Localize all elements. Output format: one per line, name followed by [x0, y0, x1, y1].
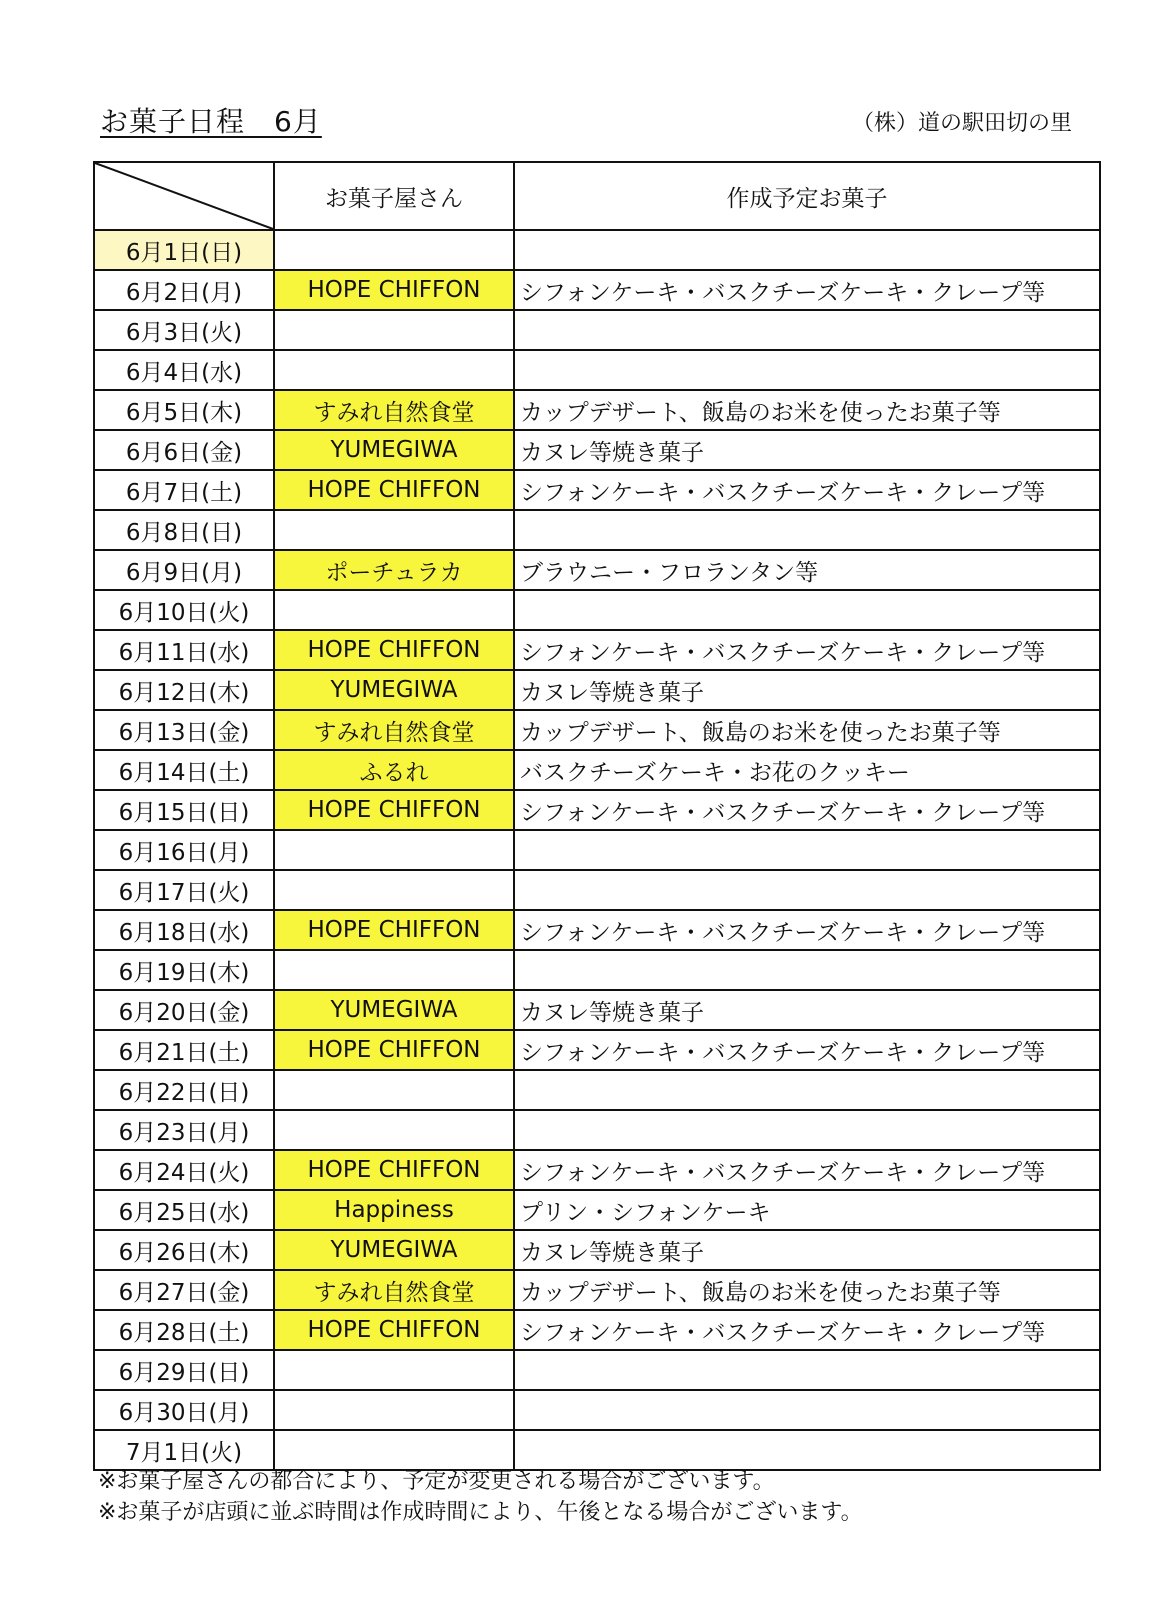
date-cell: 6月27日(金)	[94, 1270, 274, 1310]
shop-cell	[274, 310, 514, 350]
sweets-cell: カヌレ等焼き菓子	[514, 670, 1100, 710]
table-row	[94, 910, 1100, 950]
date-cell: 6月22日(日)	[94, 1070, 274, 1110]
shop-cell: HOPE CHIFFON	[274, 790, 514, 830]
table-row	[94, 510, 1100, 550]
shop-cell: Happiness	[274, 1190, 514, 1230]
column-header-sweets: 作成予定お菓子	[514, 162, 1100, 230]
sweets-cell	[514, 1070, 1100, 1110]
shop-cell	[274, 1070, 514, 1110]
shop-cell	[274, 1110, 514, 1150]
shop-cell: HOPE CHIFFON	[274, 1310, 514, 1350]
sweets-cell	[514, 1350, 1100, 1390]
sweets-cell: バスクチーズケーキ・お花のクッキー	[514, 750, 1100, 790]
shop-cell	[274, 870, 514, 910]
sweets-cell	[514, 510, 1100, 550]
date-cell: 6月21日(土)	[94, 1030, 274, 1070]
shop-cell: YUMEGIWA	[274, 670, 514, 710]
shop-cell: YUMEGIWA	[274, 990, 514, 1030]
date-cell: 6月10日(火)	[94, 590, 274, 630]
table-row	[94, 350, 1100, 390]
sweets-cell: シフォンケーキ・バスクチーズケーキ・クレープ等	[514, 1310, 1100, 1350]
date-cell: 6月13日(金)	[94, 710, 274, 750]
shop-cell	[274, 950, 514, 990]
sweets-cell: シフォンケーキ・バスクチーズケーキ・クレープ等	[514, 790, 1100, 830]
date-cell: 6月20日(金)	[94, 990, 274, 1030]
date-cell: 6月4日(水)	[94, 350, 274, 390]
shop-cell: HOPE CHIFFON	[274, 630, 514, 670]
date-cell: 6月24日(火)	[94, 1150, 274, 1190]
shop-cell: すみれ自然食堂	[274, 710, 514, 750]
table-header-row	[94, 162, 1100, 230]
sweets-cell: シフォンケーキ・バスクチーズケーキ・クレープ等	[514, 270, 1100, 310]
sweets-cell: シフォンケーキ・バスクチーズケーキ・クレープ等	[514, 1150, 1100, 1190]
date-cell: 6月14日(土)	[94, 750, 274, 790]
date-cell: 6月1日(日)	[94, 230, 274, 270]
date-cell: 6月18日(水)	[94, 910, 274, 950]
sweets-schedule-table	[93, 161, 1101, 1471]
table-row	[94, 1390, 1100, 1430]
date-cell: 6月17日(火)	[94, 870, 274, 910]
table-row	[94, 1030, 1100, 1070]
date-cell: 6月8日(日)	[94, 510, 274, 550]
date-cell: 6月29日(日)	[94, 1350, 274, 1390]
sweets-cell: カップデザート、飯島のお米を使ったお菓子等	[514, 390, 1100, 430]
table-row	[94, 830, 1100, 870]
sweets-cell	[514, 950, 1100, 990]
table-row	[94, 430, 1100, 470]
table-row	[94, 1270, 1100, 1310]
table-row	[94, 990, 1100, 1030]
table-row	[94, 1190, 1100, 1230]
shop-cell: すみれ自然食堂	[274, 390, 514, 430]
table-row	[94, 670, 1100, 710]
sweets-cell: プリン・シフォンケーキ	[514, 1190, 1100, 1230]
table-row	[94, 230, 1100, 270]
table-row	[94, 790, 1100, 830]
sweets-cell: シフォンケーキ・バスクチーズケーキ・クレープ等	[514, 1030, 1100, 1070]
sweets-cell	[514, 590, 1100, 630]
table-row	[94, 950, 1100, 990]
table-row	[94, 1350, 1100, 1390]
sweets-cell	[514, 1110, 1100, 1150]
date-cell: 6月6日(金)	[94, 430, 274, 470]
shop-cell	[274, 1430, 514, 1470]
date-cell: 6月19日(木)	[94, 950, 274, 990]
table-row	[94, 1070, 1100, 1110]
shop-cell	[274, 830, 514, 870]
date-cell: 6月2日(月)	[94, 270, 274, 310]
table-row	[94, 710, 1100, 750]
shop-cell	[274, 590, 514, 630]
shop-cell	[274, 230, 514, 270]
date-cell: 6月5日(木)	[94, 390, 274, 430]
shop-cell: HOPE CHIFFON	[274, 910, 514, 950]
table-row	[94, 270, 1100, 310]
shop-cell	[274, 510, 514, 550]
shop-cell: YUMEGIWA	[274, 430, 514, 470]
table-row	[94, 630, 1100, 670]
date-cell: 6月28日(土)	[94, 1310, 274, 1350]
shop-cell	[274, 1390, 514, 1430]
company-name: （株）道の駅田切の里	[851, 111, 1072, 136]
sweets-cell: シフォンケーキ・バスクチーズケーキ・クレープ等	[514, 470, 1100, 510]
date-cell: 6月12日(木)	[94, 670, 274, 710]
table-row	[94, 1310, 1100, 1350]
table-row	[94, 390, 1100, 430]
shop-cell: すみれ自然食堂	[274, 1270, 514, 1310]
sweets-cell	[514, 310, 1100, 350]
sweets-cell	[514, 1390, 1100, 1430]
date-cell: 6月26日(木)	[94, 1230, 274, 1270]
date-cell: 6月23日(月)	[94, 1110, 274, 1150]
sweets-cell: シフォンケーキ・バスクチーズケーキ・クレープ等	[514, 630, 1100, 670]
sweets-cell: カップデザート、飯島のお米を使ったお菓子等	[514, 710, 1100, 750]
date-cell: 6月11日(水)	[94, 630, 274, 670]
table-row	[94, 1110, 1100, 1150]
sweets-cell	[514, 1430, 1100, 1470]
shop-cell	[274, 350, 514, 390]
sweets-cell	[514, 350, 1100, 390]
shop-cell: HOPE CHIFFON	[274, 1150, 514, 1190]
table-row	[94, 590, 1100, 630]
table-body	[94, 230, 1100, 1470]
page-title: お菓子日程 6月	[100, 105, 322, 138]
date-cell: 6月9日(月)	[94, 550, 274, 590]
shop-cell	[274, 1350, 514, 1390]
shop-cell: HOPE CHIFFON	[274, 270, 514, 310]
table-row	[94, 1230, 1100, 1270]
date-cell: 6月3日(火)	[94, 310, 274, 350]
table-row	[94, 870, 1100, 910]
sweets-cell	[514, 230, 1100, 270]
date-cell: 7月1日(火)	[94, 1430, 274, 1470]
sweets-cell: シフォンケーキ・バスクチーズケーキ・クレープ等	[514, 910, 1100, 950]
shop-cell: HOPE CHIFFON	[274, 470, 514, 510]
diagonal-line-icon	[95, 163, 273, 229]
table-row	[94, 310, 1100, 350]
table-row	[94, 550, 1100, 590]
column-header-shop: お菓子屋さん	[274, 162, 514, 230]
shop-cell: HOPE CHIFFON	[274, 1030, 514, 1070]
table-row	[94, 470, 1100, 510]
sweets-cell: カヌレ等焼き菓子	[514, 430, 1100, 470]
date-cell: 6月7日(土)	[94, 470, 274, 510]
sweets-cell: カップデザート、飯島のお米を使ったお菓子等	[514, 1270, 1100, 1310]
notes	[98, 1466, 863, 1528]
sweets-cell: ブラウニー・フロランタン等	[514, 550, 1100, 590]
date-cell: 6月15日(日)	[94, 790, 274, 830]
sweets-cell	[514, 870, 1100, 910]
date-cell: 6月25日(水)	[94, 1190, 274, 1230]
note-line: ※お菓子屋さんの都合により、予定が変更される場合がございます。	[98, 1469, 775, 1494]
table-row	[94, 1430, 1100, 1470]
shop-cell: ポーチュラカ	[274, 550, 514, 590]
date-cell: 6月16日(月)	[94, 830, 274, 870]
sweets-cell: カヌレ等焼き菓子	[514, 1230, 1100, 1270]
shop-cell: YUMEGIWA	[274, 1230, 514, 1270]
corner-cell	[94, 162, 274, 230]
table-row	[94, 750, 1100, 790]
sweets-cell: カヌレ等焼き菓子	[514, 990, 1100, 1030]
shop-cell: ふるれ	[274, 750, 514, 790]
note-line: ※お菓子が店頭に並ぶ時間は作成時間により、午後となる場合がございます。	[98, 1500, 863, 1525]
table-row	[94, 1150, 1100, 1190]
sweets-cell	[514, 830, 1100, 870]
date-cell: 6月30日(月)	[94, 1390, 274, 1430]
